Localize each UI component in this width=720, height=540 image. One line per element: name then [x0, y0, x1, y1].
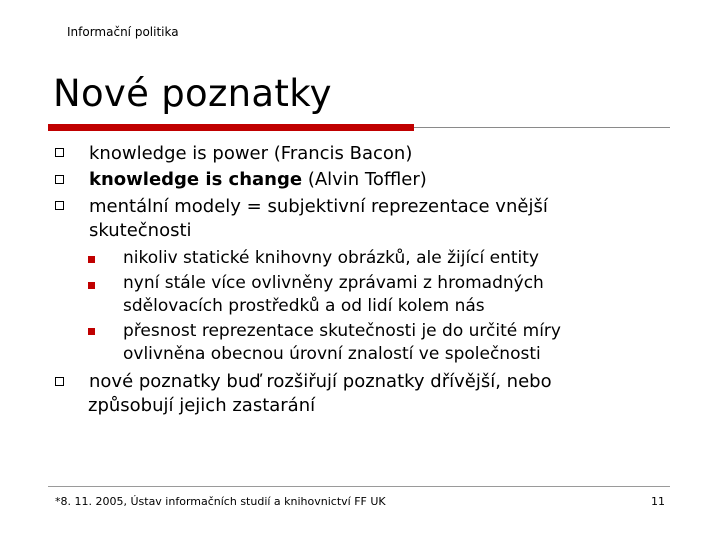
footer-divider — [48, 486, 670, 487]
hollow-square-icon — [55, 377, 64, 386]
subbullet-text-line: ovlivněna obecnou úrovní znalostí ve společnosti — [123, 344, 541, 364]
subbullet-text-line: sdělovacích prostředků a od lidí kolem nás — [123, 296, 485, 316]
bullet-bold-text: knowledge is change — [89, 169, 303, 190]
bullet-text: (Alvin Toffler) — [302, 169, 427, 190]
subbullet-text-line: přesnost reprezentace skutečnosti je do určité míry — [123, 321, 561, 341]
bullet-item — [89, 168, 679, 192]
bullet-text-line: způsobují jejich zastarání — [88, 395, 316, 416]
subbullet-text-line: nyní stále více ovlivněny zprávami z hromadných — [123, 273, 544, 293]
title-accent-bar — [48, 124, 414, 131]
hollow-square-icon — [55, 175, 64, 184]
bullet-text-line: mentální modely = subjektivní reprezentace vnější — [89, 196, 548, 217]
filled-square-icon — [88, 256, 95, 263]
bullet-text-line: skutečnosti — [89, 220, 192, 241]
filled-square-icon — [88, 328, 95, 335]
subbullet-item — [123, 272, 663, 318]
bullet-item — [89, 195, 679, 243]
bullet-text: knowledge is power (Francis Bacon) — [89, 143, 413, 164]
slide-title: Nové poznatky — [53, 72, 332, 115]
filled-square-icon — [88, 282, 95, 289]
bullet-item — [89, 370, 679, 418]
subbullet-text-line: nikoliv statické knihovny obrázků, ale žijící entity — [123, 248, 539, 268]
bullet-item — [89, 142, 679, 166]
bullet-text-line: nové poznatky buď rozšiřují poznatky dřívější, nebo — [89, 371, 552, 392]
header-label: Informační politika — [67, 25, 179, 39]
footer-text: *8. 11. 2005, Ústav informačních studií a knihovnictví FF UK — [55, 495, 386, 508]
subbullet-item — [123, 320, 663, 366]
hollow-square-icon — [55, 201, 64, 210]
hollow-square-icon — [55, 148, 64, 157]
page-number: 11 — [651, 495, 665, 508]
subbullet-item — [123, 247, 663, 270]
